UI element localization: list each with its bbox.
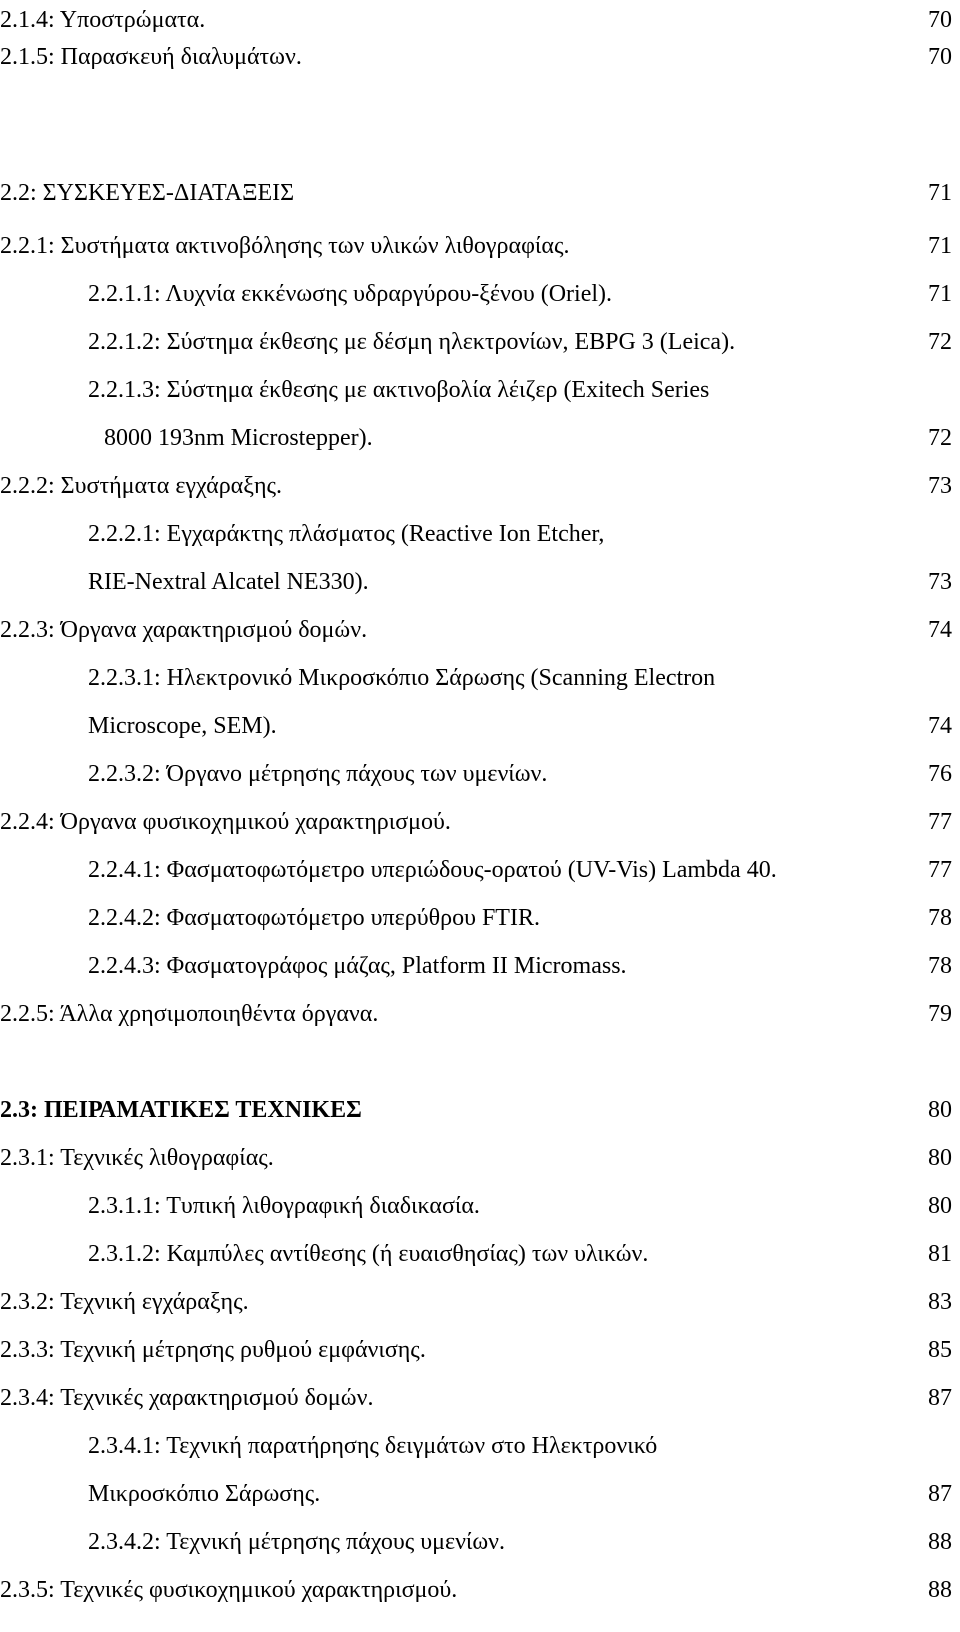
toc-entry — [0, 514, 960, 554]
toc-entry-page-number: 71 — [928, 281, 952, 307]
toc-entry — [0, 1090, 960, 1130]
toc-entry-title: 2.2.2: Συστήματα εγχάραξης. — [0, 473, 282, 499]
toc-entry-title: 8000 193nm Microstepper). — [104, 425, 373, 451]
toc-entry-page-number: 74 — [928, 617, 952, 643]
toc-entry — [0, 173, 960, 213]
toc-entry-page-number: 70 — [928, 44, 952, 70]
toc-entry-title: 2.2.1.3: Σύστημα έκθεσης με ακτινοβολία λέιζερ (Exitech Series — [88, 377, 710, 403]
toc-entry-title: 2.2.5: Άλλα χρησιμοποιηθέντα όργανα. — [0, 1001, 379, 1027]
toc-entry — [0, 754, 960, 794]
toc-entry-title: 2.2.3: Όργανα χαρακτηρισμού δομών. — [0, 617, 368, 643]
toc-entry-title: 2.2.3.2: Όργανο μέτρησης πάχους των υμενίων. — [88, 761, 548, 787]
toc-entry — [0, 1330, 960, 1370]
toc-entry-page-number: 73 — [928, 569, 952, 595]
toc-entry-page-number: 78 — [928, 905, 952, 931]
toc-entry — [0, 418, 960, 458]
toc-entry-page-number: 73 — [928, 473, 952, 499]
toc-entry — [0, 226, 960, 266]
toc-entry-page-number: 87 — [928, 1481, 952, 1507]
toc-entry-page-number: 76 — [928, 761, 952, 787]
toc-entry — [0, 946, 960, 986]
toc-entry-title: RIE-Nextral Alcatel NE330). — [88, 569, 369, 595]
toc-entry-title: 2.2.1: Συστήματα ακτινοβόλησης των υλικών λιθογραφίας. — [0, 233, 570, 259]
toc-entry — [0, 466, 960, 506]
toc-entry-page-number: 88 — [928, 1529, 952, 1555]
toc-entry-title: 2.3: ΠΕΙΡΑΜΑΤΙΚΕΣ ΤΕΧΝΙΚΕΣ — [0, 1097, 362, 1123]
toc-entry — [0, 1426, 960, 1466]
toc-entry-title: Μικροσκόπιο Σάρωσης. — [88, 1481, 321, 1507]
toc-entry — [0, 37, 960, 77]
toc-entry — [0, 1522, 960, 1562]
toc-entry-title: 2.2.4.2: Φασματοφωτόμετρο υπερύθρου FTIR. — [88, 905, 540, 931]
toc-entry — [0, 562, 960, 602]
toc-entry-title: 2.3.1.1: Τυπική λιθογραφική διαδικασία. — [88, 1193, 480, 1219]
toc-entry — [0, 1378, 960, 1418]
toc-entry — [0, 610, 960, 650]
toc-entry-page-number: 71 — [928, 233, 952, 259]
toc-entry-page-number: 88 — [928, 1577, 952, 1603]
toc-entry-title: 2.2.4: Όργανα φυσικοχημικού χαρακτηρισμού. — [0, 809, 451, 835]
toc-entry-page-number: 72 — [928, 425, 952, 451]
toc-entry-page-number: 77 — [928, 857, 952, 883]
toc-entry — [0, 1234, 960, 1274]
toc-entry — [0, 1474, 960, 1514]
toc-entry-page-number: 83 — [928, 1289, 952, 1315]
toc-entry — [0, 850, 960, 890]
toc-entry-title: 2.3.1.2: Καμπύλες αντίθεσης (ή ευαισθησίας) των υλικών. — [88, 1241, 649, 1267]
toc-entry-title: 2.2.1.2: Σύστημα έκθεσης με δέσμη ηλεκτρονίων, EBPG 3 (Leica). — [88, 329, 736, 355]
toc-entry-title: 2.3.3: Τεχνική μέτρησης ρυθμού εμφάνισης. — [0, 1337, 426, 1363]
toc-entry-page-number: 78 — [928, 953, 952, 979]
toc-entry-title: 2.2.4.1: Φασματοφωτόμετρο υπεριώδους-ορατού (UV-Vis) Lambda 40. — [88, 857, 777, 883]
toc-entry-page-number: 85 — [928, 1337, 952, 1363]
toc-entry — [0, 274, 960, 314]
toc-entry-page-number: 77 — [928, 809, 952, 835]
toc-entry-title: 2.2.4.3: Φασματογράφος μάζας, Platform II Micromass. — [88, 953, 627, 979]
toc-entry — [0, 0, 960, 40]
toc-entry-page-number: 79 — [928, 1001, 952, 1027]
toc-entry-title: 2.3.4.2: Τεχνική μέτρησης πάχους υμενίων. — [88, 1529, 506, 1555]
toc-entry-title: 2.3.1: Τεχνικές λιθογραφίας. — [0, 1145, 274, 1171]
toc-entry-title: 2.3.4.1: Τεχνική παρατήρησης δειγμάτων στο Ηλεκτρονικό — [88, 1433, 658, 1459]
toc-entry — [0, 1138, 960, 1178]
toc-entry-title: 2.2: ΣΥΣΚΕΥΕΣ-ΔΙΑΤΑΞΕΙΣ — [0, 180, 295, 206]
toc-entry-title: 2.1.5: Παρασκευή διαλυμάτων. — [0, 44, 302, 70]
toc-entry — [0, 802, 960, 842]
toc-entry — [0, 1282, 960, 1322]
toc-entry-title: 2.2.2.1: Εγχαράκτης πλάσματος (Reactive Ion Etcher, — [88, 521, 605, 547]
toc-entry-title: 2.2.3.1: Ηλεκτρονικό Μικροσκόπιο Σάρωσης (Scanning Electron — [88, 665, 716, 691]
toc-entry — [0, 658, 960, 698]
toc-entry-page-number: 80 — [928, 1145, 952, 1171]
toc-entry-title: 2.1.4: Υποστρώματα. — [0, 7, 206, 33]
toc-entry-page-number: 72 — [928, 329, 952, 355]
toc-entry — [0, 1186, 960, 1226]
toc-entry-page-number: 80 — [928, 1193, 952, 1219]
toc-entry-title: 2.3.2: Τεχνική εγχάραξης. — [0, 1289, 249, 1315]
toc-entry — [0, 370, 960, 410]
toc-entry-page-number: 74 — [928, 713, 952, 739]
toc-entry-page-number: 87 — [928, 1385, 952, 1411]
toc-entry — [0, 706, 960, 746]
toc-entry-page-number: 80 — [928, 1097, 952, 1123]
toc-entry-page-number: 71 — [928, 180, 952, 206]
toc-entry — [0, 1570, 960, 1610]
toc-entry — [0, 898, 960, 938]
toc-entry-title: 2.3.5: Τεχνικές φυσικοχημικού χαρακτηρισμού. — [0, 1577, 458, 1603]
toc-entry-title: 2.3.4: Τεχνικές χαρακτηρισμού δομών. — [0, 1385, 374, 1411]
toc-entry-page-number: 81 — [928, 1241, 952, 1267]
toc-entry-title: Microscope, SEM). — [88, 713, 277, 739]
toc-entry — [0, 322, 960, 362]
toc-entry-page-number: 70 — [928, 7, 952, 33]
toc-entry-title: 2.2.1.1: Λυχνία εκκένωσης υδραργύρου-ξένου (Oriel). — [88, 281, 613, 307]
toc-entry — [0, 994, 960, 1034]
